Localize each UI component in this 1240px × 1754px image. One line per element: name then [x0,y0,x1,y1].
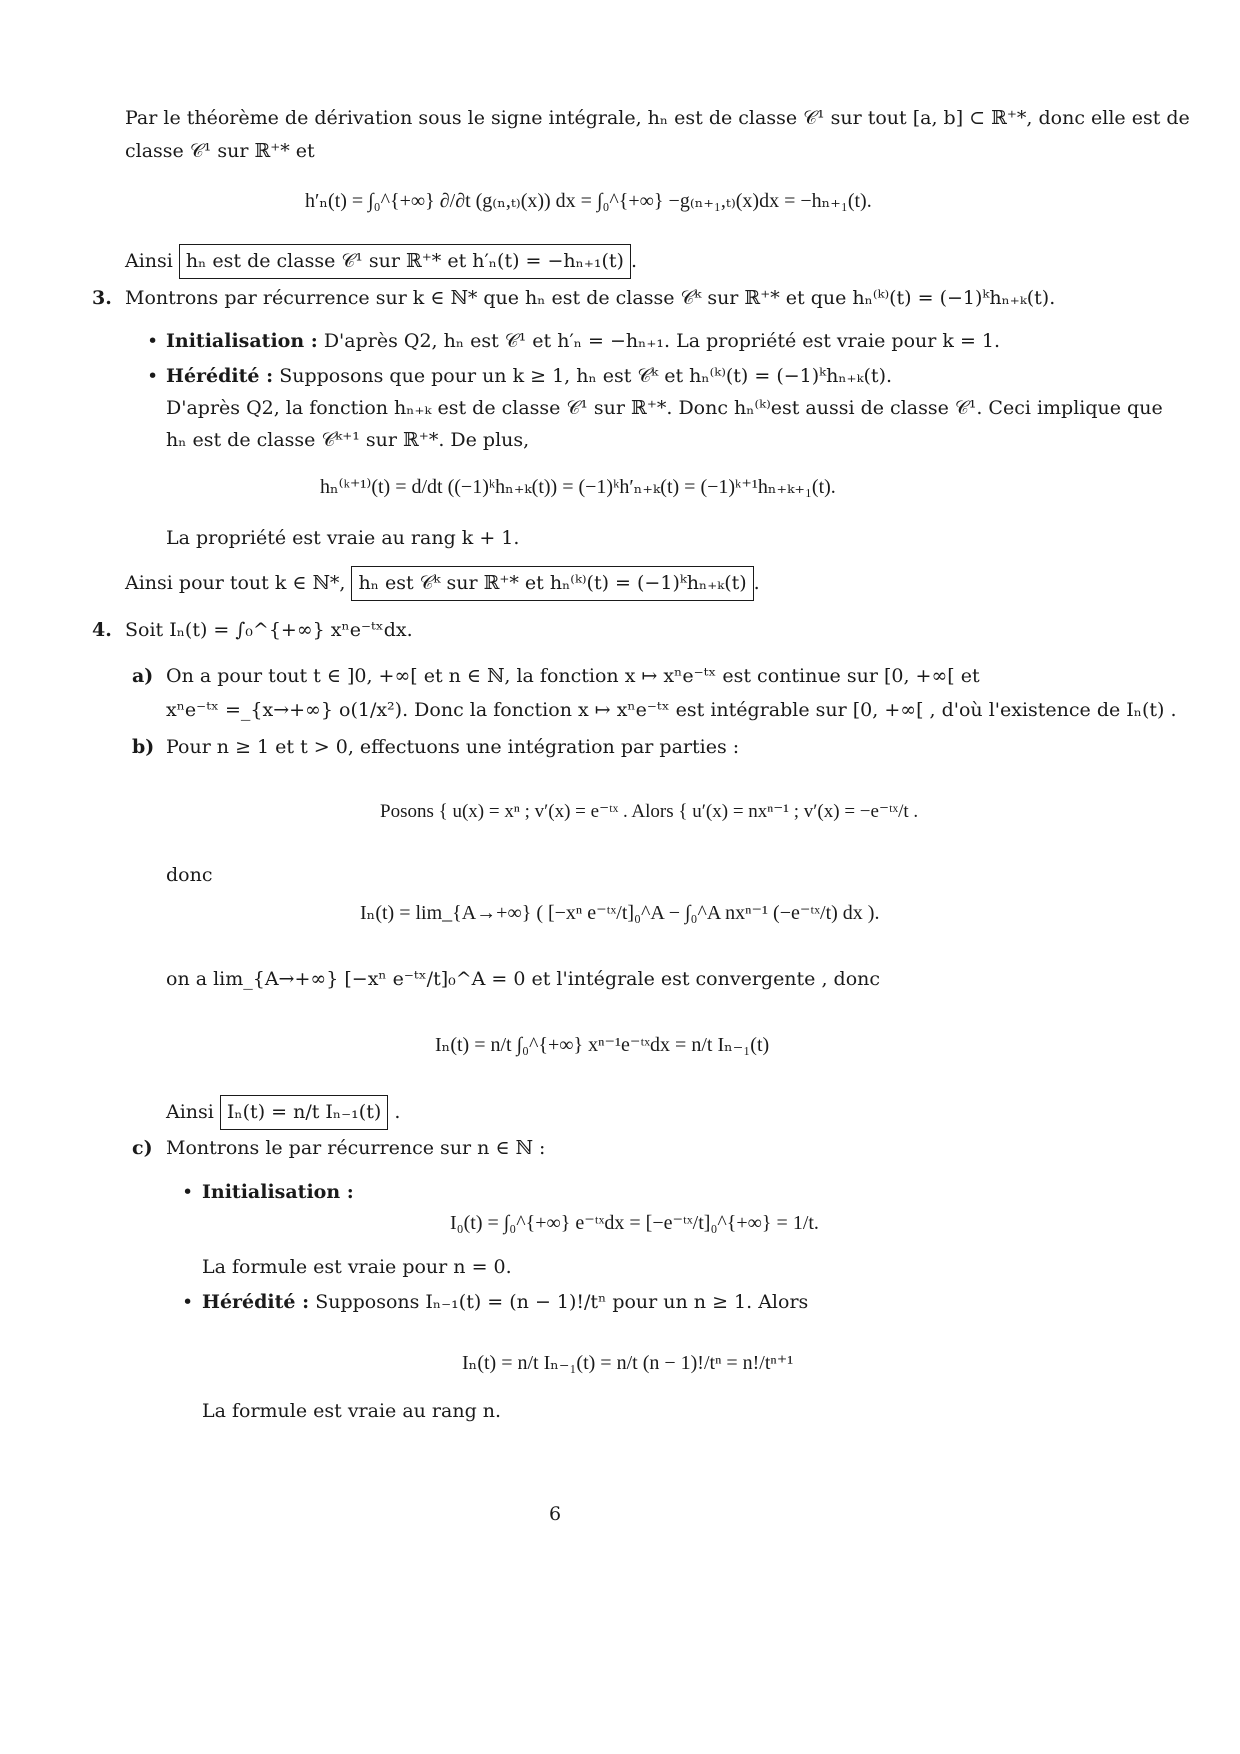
boxed-result: hₙ est 𝒞ᵏ sur ℝ⁺* et hₙ⁽ᵏ⁾(t) = (−1)ᵏhₙ₊ₖ(t) [351,566,753,601]
paragraph-line: D'après Q2, la fonction hₙ₊ₖ est de classe 𝒞¹ sur ℝ⁺*. Donc hₙ⁽ᵏ⁾est aussi de classe 𝒞¹. Ceci implique que [166,397,1163,419]
paragraph-line: hₙ est de classe 𝒞ᵏ⁺¹ sur ℝ⁺*. De plus, [166,429,530,451]
paragraph-line: On a pour tout t ∈ ]0, +∞[ et n ∈ ℕ, la fonction x ↦ xⁿe⁻ᵗˣ est continue sur [0, +∞[ et [166,665,980,687]
conclusion-line [166,1095,400,1130]
equation: Posons { u(x) = xⁿ ; v′(x) = e⁻ᵗˣ . Alors { u′(x) = nxⁿ⁻¹ ; v′(x) = −e⁻ᵗˣ/t . [380,801,919,822]
subquestion-label: b) [132,736,155,758]
paragraph-line: La formule est vraie au rang n. [202,1400,502,1422]
conclusion-suffix: . [394,1101,401,1123]
paragraph-line: Par le théorème de dérivation sous le signe intégrale, hₙ est de classe 𝒞¹ sur tout [a, b] ⊂ ℝ⁺*, donc elle est de [125,107,1190,129]
equation: Iₙ(t) = lim_{A→+∞} ( [−xⁿ e⁻ᵗˣ/t]₀^A − ∫₀^A nxⁿ⁻¹ (−e⁻ᵗˣ/t) dx ). [360,902,880,924]
conclusion-line [125,566,760,601]
question-text: Soit Iₙ(t) = ∫₀^{+∞} xⁿe⁻ᵗˣdx. [125,619,413,641]
conclusion-line [125,244,637,279]
conclusion-prefix: Ainsi [125,250,173,272]
page-number: 6 [549,1503,562,1525]
item-label: Initialisation : [202,1181,354,1203]
equation: h′ₙ(t) = ∫₀^{+∞} ∂/∂t (g₍ₙ,ₜ₎(x)) dx = ∫₀^{+∞} −g₍ₙ₊₁,ₜ₎(x)dx = −hₙ₊₁(t). [305,190,872,212]
conclusion-prefix: Ainsi pour tout k ∈ ℕ*, [125,572,346,594]
list-item [166,362,892,391]
item-label: Hérédité : [202,1291,310,1313]
paragraph-line: classe 𝒞¹ sur ℝ⁺* et [125,140,315,162]
question-number: 3. [92,287,112,309]
question-text: Montrons par récurrence sur k ∈ ℕ* que hₙ est de classe 𝒞ᵏ sur ℝ⁺* et que hₙ⁽ᵏ⁾(t) = (−1)ᵏhₙ₊ₖ(t). [125,287,1056,309]
subquestion-label: a) [132,665,154,687]
equation: hₙ⁽ᵏ⁺¹⁾(t) = d/dt ((−1)ᵏhₙ₊ₖ(t)) = (−1)ᵏh′ₙ₊ₖ(t) = (−1)ᵏ⁺¹hₙ₊ₖ₊₁(t). [320,476,836,498]
item-label: Initialisation : [166,330,318,352]
paragraph-line: on a lim_{A→+∞} [−xⁿ e⁻ᵗˣ/t]₀^A = 0 et l'intégrale est convergente , donc [166,968,881,990]
bullet-icon: • [147,330,159,352]
equation: I₀(t) = ∫₀^{+∞} e⁻ᵗˣdx = [−e⁻ᵗˣ/t]₀^{+∞} = 1/t. [450,1212,819,1234]
subquestion-label: c) [132,1137,153,1159]
paragraph-line: Montrons le par récurrence sur n ∈ ℕ : [166,1137,546,1159]
paragraph-line: La propriété est vraie au rang k + 1. [166,527,520,549]
item-text: Supposons que pour un k ≥ 1, hₙ est 𝒞ᵏ et hₙ⁽ᵏ⁾(t) = (−1)ᵏhₙ₊ₖ(t). [279,365,893,387]
equation: Iₙ(t) = n/t Iₙ₋₁(t) = n/t (n − 1)!/tⁿ = n!/tⁿ⁺¹ [462,1352,794,1374]
conclusion-suffix: . [630,250,638,272]
paragraph-line: xⁿe⁻ᵗˣ =_{x→+∞} o(1/x²). Donc la fonction x ↦ xⁿe⁻ᵗˣ est intégrable sur [0, +∞[ , d'où l'existence de Iₙ(t) . [166,699,1177,721]
bullet-icon: • [182,1291,194,1313]
boxed-result: hₙ est de classe 𝒞¹ sur ℝ⁺* et h′ₙ(t) = −hₙ₊₁(t) [179,244,631,279]
paragraph-line: donc [166,864,213,886]
bullet-icon: • [147,365,159,387]
conclusion-prefix: Ainsi [166,1101,214,1123]
question-number: 4. [92,619,112,641]
equation: Iₙ(t) = n/t ∫₀^{+∞} xⁿ⁻¹e⁻ᵗˣdx = n/t Iₙ₋₁(t) [435,1034,770,1056]
boxed-result: Iₙ(t) = n/t Iₙ₋₁(t) [220,1095,388,1130]
paragraph-line: Pour n ≥ 1 et t > 0, effectuons une intégration par parties : [166,736,740,758]
item-text: Supposons Iₙ₋₁(t) = (n − 1)!/tⁿ pour un n ≥ 1. Alors [315,1291,809,1313]
item-text: D'après Q2, hₙ est 𝒞¹ et h′ₙ = −hₙ₊₁. La propriété est vraie pour k = 1. [323,330,1001,352]
paragraph-line: La formule est vraie pour n = 0. [202,1256,512,1278]
conclusion-suffix: . [753,572,760,594]
list-item [166,327,1000,356]
bullet-icon: • [182,1181,194,1203]
item-label: Hérédité : [166,365,274,387]
list-item [202,1288,808,1317]
